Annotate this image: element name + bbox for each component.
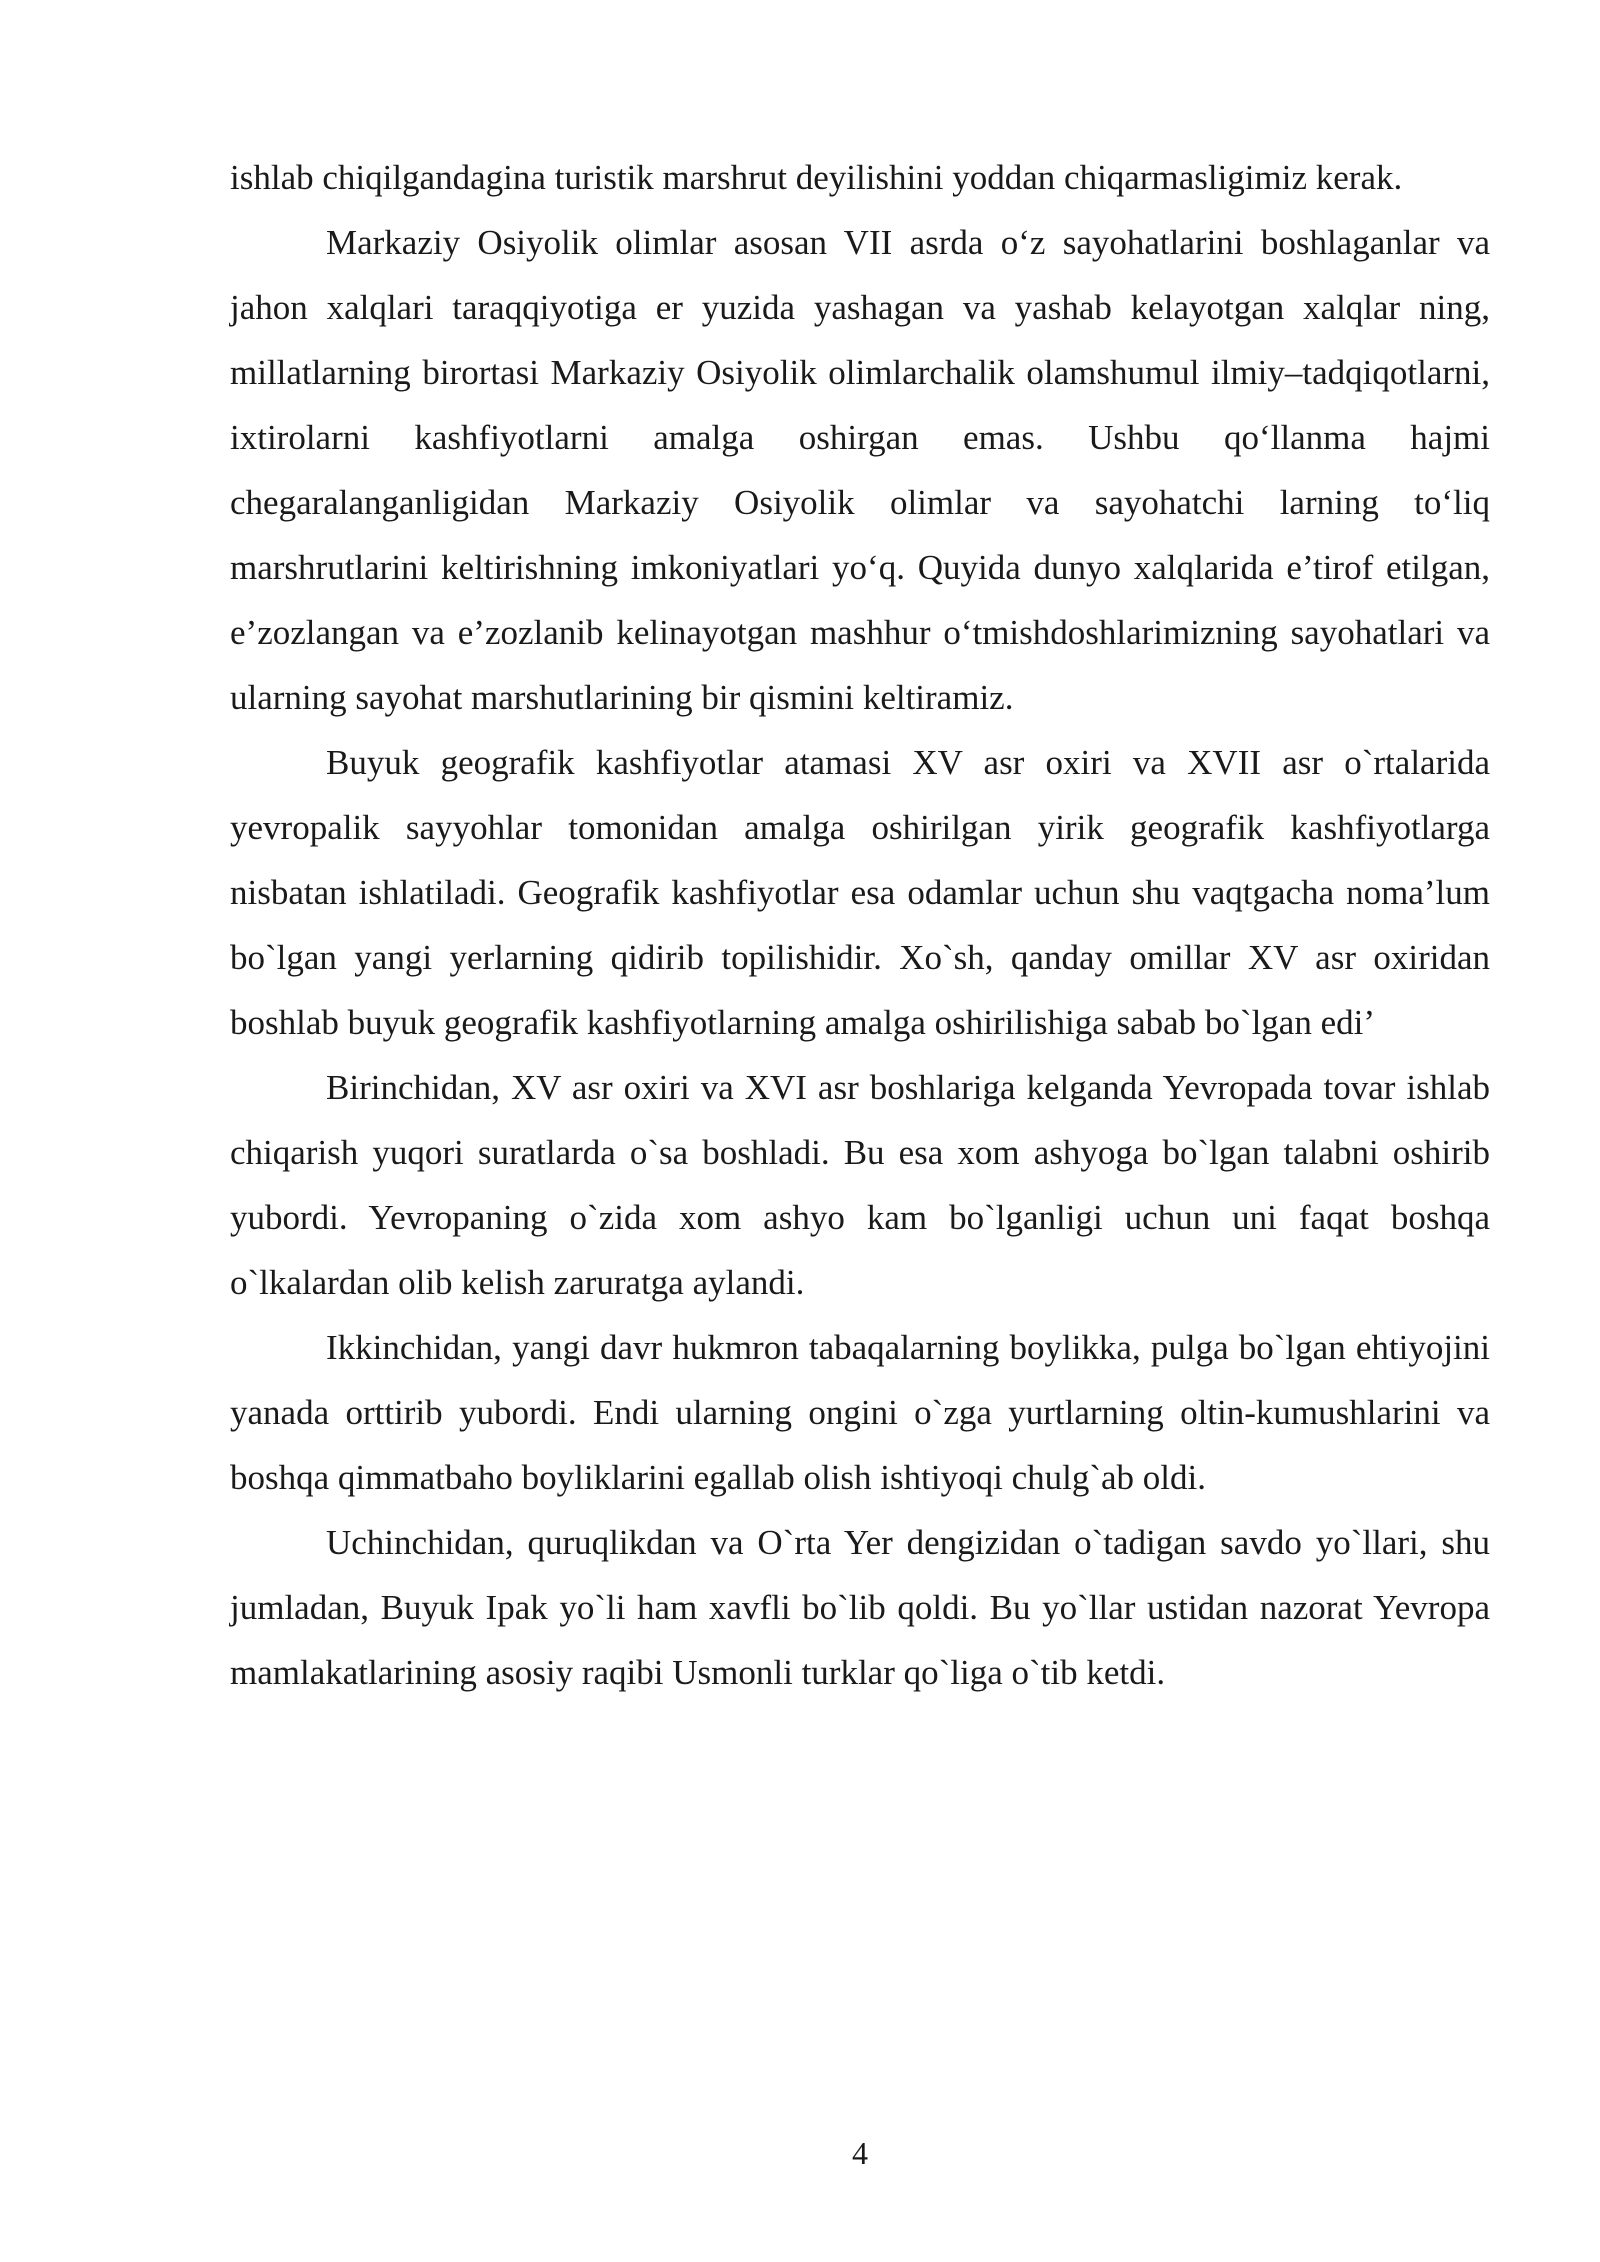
paragraph-secondly: Ikkinchidan, yangi davr hukmron tabaqalarning boylikka, pulga bo`lgan ehtiyojini yanada orttirib yubordi. Endi ularning ongini o`zga yurtlarning oltin-kumushlarini va boshqa qimmatbaho boyliklarini egallab olish ishtiyoqi chulg`ab oldi. <box>230 1328 1490 1497</box>
paragraph-thirdly: Uchinchidan, quruqlikdan va O`rta Yer dengizidan o`tadigan savdo yo`llari, shu jumladan, Buyuk Ipak yo`li ham xavfli bo`lib qoldi. Bu yo`llar ustidan nazorat Yevropa mamlakatlarining asosiy raqibi Usmonli turklar qo`liga o`tib ketdi. <box>230 1523 1490 1692</box>
document-body <box>230 145 1490 1705</box>
page-number: 4 <box>852 2135 868 2171</box>
paragraph-firstly: Birinchidan, XV asr oxiri va XVI asr boshlariga kelganda Yevropada tovar ishlab chiqarish yuqori suratlarda o`sa boshladi. Bu esa xom ashyoga bo`lgan talabni oshirib yubordi. Yevropaning o`zida xom ashyo kam bo`lganligi uchun uni faqat boshqa o`lkalardan olib kelish zaruratga aylandi. <box>230 1068 1490 1302</box>
paragraph-central-asian-scholars: Markaziy Osiyolik olimlar asosan VII asrda o‘z sayohatlarini boshlaganlar va jahon xalqlari taraqqiyotiga er yuzida yashagan va yashab kelayotgan xalqlar ning, millatlarning birortasi Markaziy Osiyolik olimlarchalik olamshumul ilmiy–tadqiqotlarni, ixtirolarni kashfiyotlarni amalga oshirgan emas. Ushbu qo‘llanma hajmi chegaralanganligidan Markaziy Osiyolik olimlar va sayohatchi larning to‘liq marshrutlarini keltirishning imkoniyatlari yo‘q. Quyida dunyo xalqlarida e’tirof etilgan, e’zozlangan va e’zozlanib kelinayotgan mashhur o‘tmishdoshlarimizning sayohatlari va ularning sayohat marshutlarining bir qismini keltiramiz. <box>230 223 1490 717</box>
paragraph-continuation: ishlab chiqilgandagina turistik marshrut deyilishini yoddan chiqarmasligimiz kerak. <box>230 158 1403 197</box>
paragraph-great-discoveries: Buyuk geografik kashfiyotlar atamasi XV asr oxiri va XVII asr o`rtalarida yevropalik sayyohlar tomonidan amalga oshirilgan yirik geografik kashfiyotlarga nisbatan ishlatiladi. Geografik kashfiyotlar esa odamlar uchun shu vaqtgacha noma’lum bo`lgan yangi yerlarning qidirib topilishidir. Xo`sh, qanday omillar XV asr oxiridan boshlab buyuk geografik kashfiyotlarning amalga oshirilishiga sabab bo`lgan edi’ <box>230 743 1490 1042</box>
